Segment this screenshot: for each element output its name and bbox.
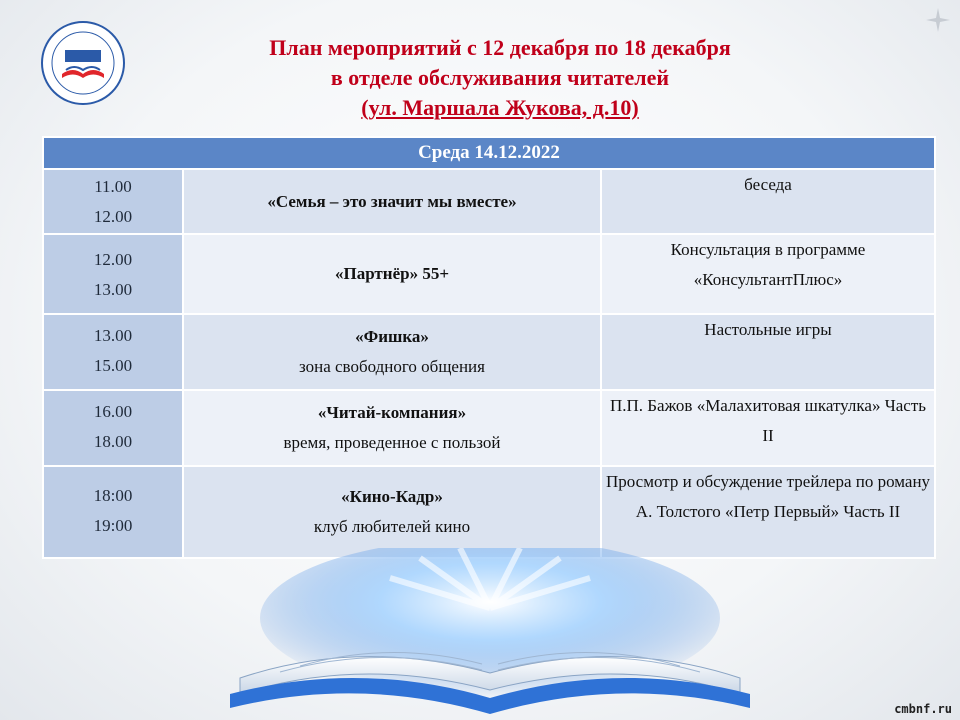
day-header: Среда 14.12.2022 (43, 137, 935, 169)
time-cell (43, 234, 183, 314)
end-time: 12.00 (93, 207, 133, 226)
end-time: 13.00 (93, 280, 133, 299)
description-cell: Консультация в программе «КонсультантПлюс» (601, 234, 935, 314)
event-subtitle: время, проведенное с пользой (283, 433, 501, 452)
event-name: «Кино-Кадр» (341, 487, 443, 506)
description-cell: беседа (601, 169, 935, 234)
event-name: «Партнёр» 55+ (334, 264, 450, 283)
title-address: (ул. Маршала Жукова, д.10) (361, 95, 639, 120)
event-subtitle: клуб любителей кино (313, 517, 471, 536)
event-cell (183, 314, 601, 390)
event-cell (183, 466, 601, 558)
description-cell: Просмотр и обсуждение трейлера по роману А. Толстого «Петр Первый» Часть II (601, 466, 935, 558)
time-cell (43, 390, 183, 466)
end-time: 19:00 (93, 516, 133, 535)
description-cell: Настольные игры (601, 314, 935, 390)
start-time: 11.00 (94, 177, 132, 196)
table-row (43, 169, 935, 234)
time-cell (43, 466, 183, 558)
time-cell (43, 314, 183, 390)
start-time: 13.00 (93, 326, 133, 345)
event-cell (183, 169, 601, 234)
event-subtitle: зона свободного общения (299, 357, 485, 376)
library-logo (40, 20, 126, 106)
table-row (43, 314, 935, 390)
start-time: 18:00 (93, 486, 133, 505)
event-name: «Фишка» (355, 327, 429, 346)
start-time: 12.00 (93, 250, 133, 269)
event-cell (183, 390, 601, 466)
page-title (140, 33, 860, 123)
start-time: 16.00 (93, 402, 133, 421)
event-name: «Читай-компания» (317, 403, 467, 422)
schedule-table (42, 136, 936, 559)
table-row (43, 466, 935, 558)
logo-banner (65, 50, 101, 62)
table-row (43, 234, 935, 314)
open-book-illustration (220, 548, 760, 720)
event-cell (183, 234, 601, 314)
event-name: «Семья – это значит мы вместе» (267, 191, 517, 211)
title-line-1: План мероприятий с 12 декабря по 18 декабря (269, 35, 731, 60)
description-cell: П.П. Бажов «Малахитовая шкатулка» Часть II (601, 390, 935, 466)
title-line-2: в отделе обслуживания читателей (330, 65, 670, 90)
time-cell (43, 169, 183, 234)
end-time: 18.00 (93, 432, 133, 451)
table-row (43, 390, 935, 466)
end-time: 15.00 (93, 356, 133, 375)
sparkle-icon (924, 6, 952, 34)
watermark: cmbnf.ru (894, 702, 952, 716)
